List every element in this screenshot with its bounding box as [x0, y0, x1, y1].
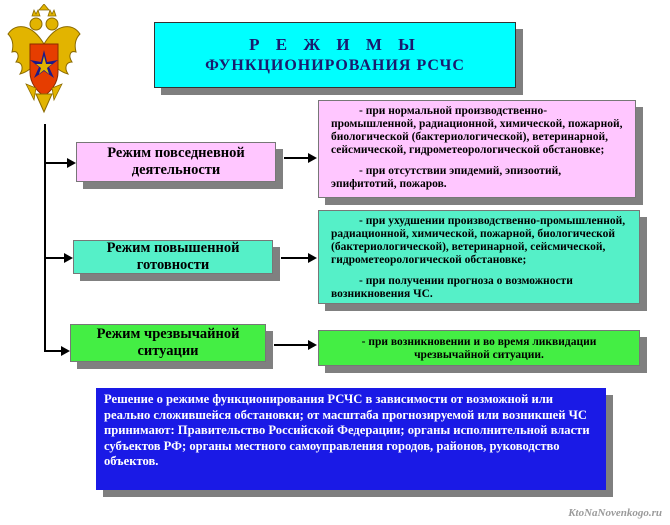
- description-daily-activity: [318, 100, 636, 198]
- emercom-emblem-icon: [6, 4, 82, 128]
- mode-1-line-1: Режим повседневной: [107, 145, 245, 161]
- mode-emergency: [70, 324, 266, 362]
- mode2-arrow-head: [308, 253, 317, 263]
- decision-note: Решение о режиме функционирования РСЧС в зависимости от возможной или реально сложившейся обстановки; от масштаба прогнозируемой или возникшей ЧС принимают: Правительство Российской Федерации; органы исполнительной власти субъектов РФ; органы местного самоуправления городов, районов, руководство объектов.: [96, 388, 606, 490]
- mode-3-line-1: Режим чрезвычайной: [96, 326, 240, 342]
- description-1-paragraph-2: - при отсутствии эпидемий, эпизоотий, эпифитотий, пожаров.: [331, 165, 562, 190]
- mode1-arrow-line: [284, 157, 310, 159]
- arrow-head-3: [61, 346, 70, 356]
- branch-line-3: [44, 350, 61, 352]
- mode-2-line-1: Режим повышенной: [106, 240, 240, 256]
- arrow-head-2: [64, 253, 73, 263]
- description-high-alert: [318, 210, 640, 304]
- mode3-arrow-line: [274, 344, 310, 346]
- arrow-head-1: [67, 158, 76, 168]
- description-emergency: [318, 330, 640, 366]
- description-2-paragraph-2: - при получении прогноза о возможности возникновения ЧС.: [331, 275, 573, 300]
- mode-daily-activity: [76, 142, 276, 182]
- watermark: KtoNaNovenkogo.ru: [568, 507, 662, 519]
- title-line-2: ФУНКЦИОНИРОВАНИЯ РСЧС: [205, 57, 465, 74]
- mode-high-alert: [73, 240, 273, 274]
- description-1-paragraph-1: - при нормальной производственно-промышленной, радиационной, химической, пожарной, биологической (бактериологической), ветеринарной, сейсмической, гидрометеорологической обстановке;: [331, 105, 623, 156]
- mode-1-line-2: деятельности: [131, 162, 221, 178]
- mode-2-line-2: готовности: [136, 257, 210, 273]
- mode-3-line-2: ситуации: [137, 343, 199, 359]
- diagram-title: [154, 22, 516, 88]
- branch-line-2: [44, 257, 65, 259]
- mode1-arrow-head: [308, 153, 317, 163]
- branch-line-1: [44, 162, 68, 164]
- title-line-1: Р Е Ж И М Ы: [249, 35, 421, 54]
- vertical-connector: [44, 124, 46, 351]
- mode3-arrow-head: [308, 340, 317, 350]
- mode2-arrow-line: [281, 257, 310, 259]
- description-2-paragraph-1: - при ухудшении производственно-промышленной, радиационной, химической, пожарной, биологической (бактериологической), ветеринарной, сейсмической, гидрометеорологической обстановке;: [331, 215, 626, 266]
- description-3-paragraph-1: - при возникновении и во время ликвидации чрезвычайной ситуации.: [361, 336, 597, 361]
